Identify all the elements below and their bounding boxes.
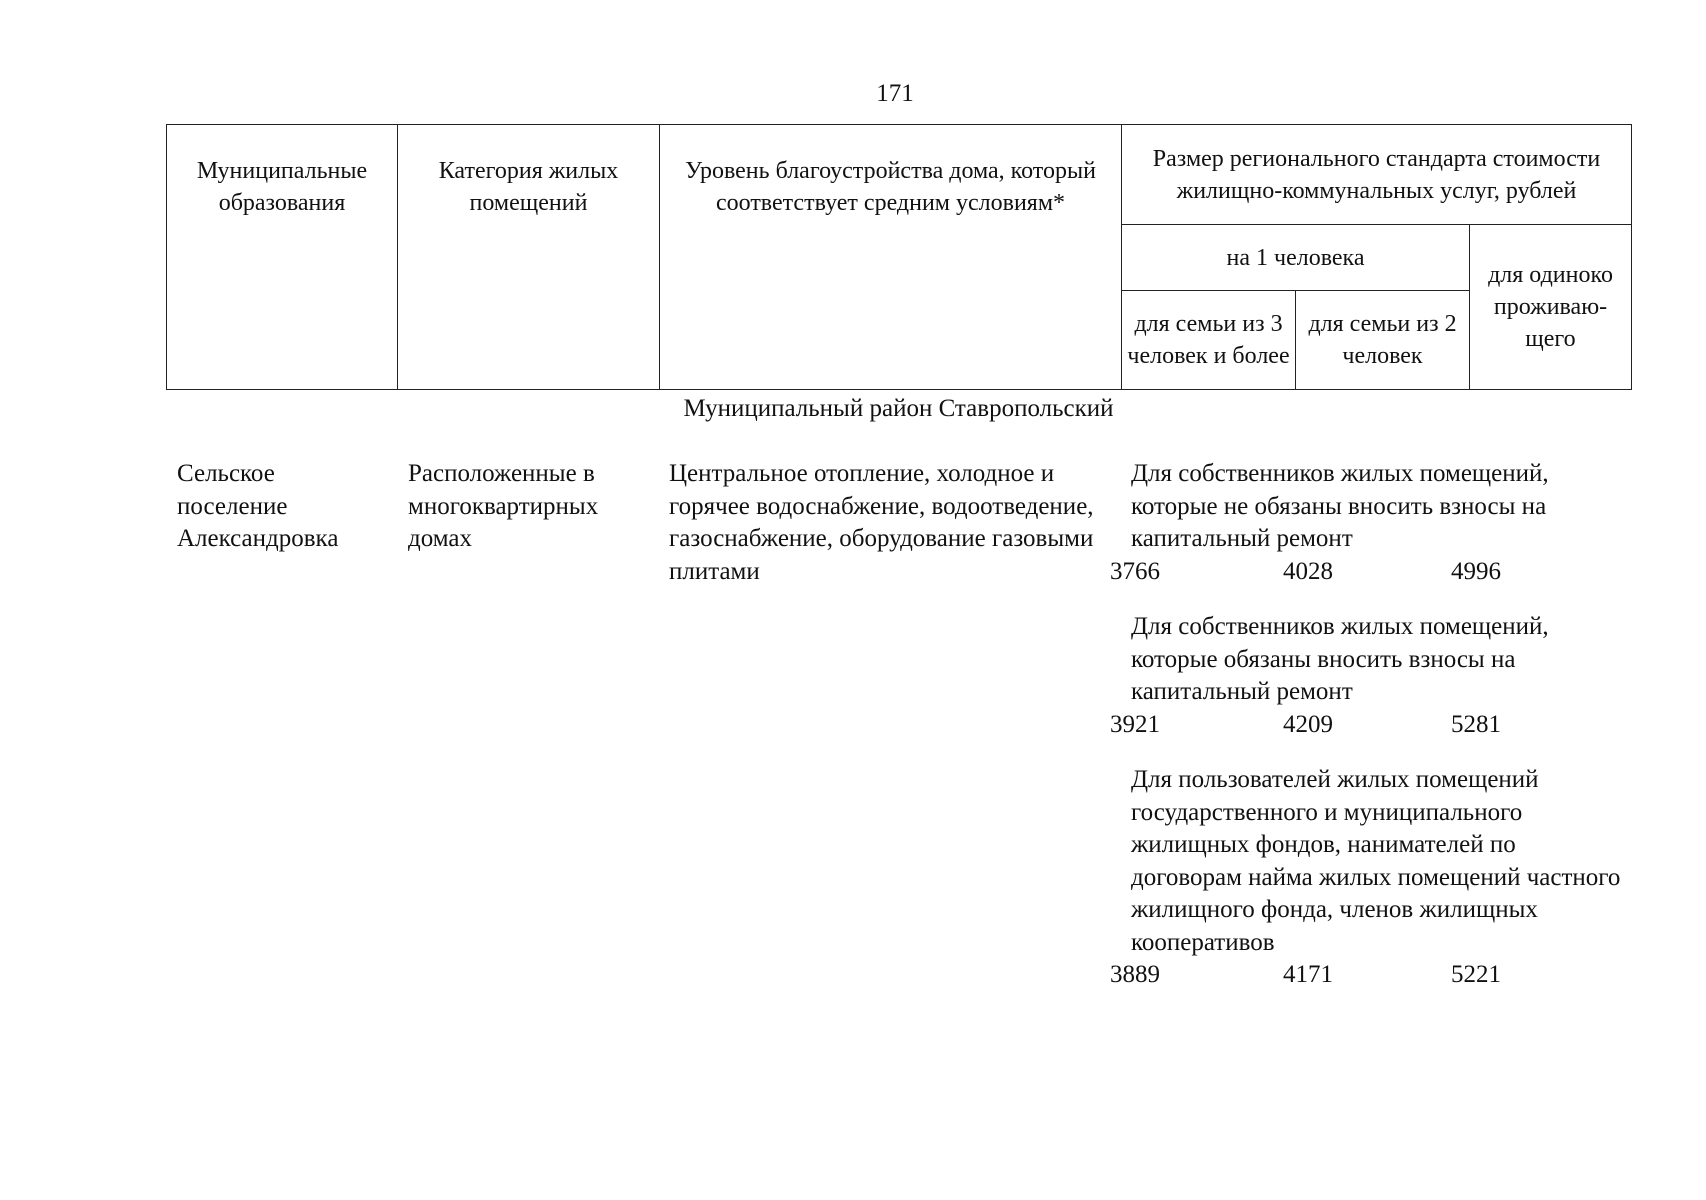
header-single: для одиноко проживаю-щего [1470, 225, 1632, 390]
header-family-3-plus: для семьи из 3 человек и более [1122, 291, 1296, 390]
page-number: 171 [876, 80, 914, 107]
value-single: 5281 [1451, 710, 1501, 738]
header-category: Категория жилых помещений [398, 125, 660, 390]
table-header [166, 124, 1632, 390]
header-municipality: Муниципальные образования [167, 125, 398, 390]
value-family-3-plus: 3889 [1110, 961, 1160, 988]
header-family-2: для семьи из 2 человек [1296, 291, 1470, 390]
value-group [1110, 611, 1631, 741]
row-category: Расположенные в многоквартирных домах [408, 460, 599, 552]
value-group-label: Для собственников жилых помещений, которые обязаны вносить взносы на капитальный ремонт [1131, 613, 1549, 705]
section-title: Муниципальный район Ставропольский [683, 395, 1114, 422]
value-row [1110, 959, 1631, 992]
value-group [1110, 458, 1631, 588]
header-standard-size: Размер регионального стандарта стоимости жилищно-коммунальных услуг, рублей [1122, 125, 1632, 225]
header-amenity-level: Уровень благоустройства дома, который соответствует средним условиям* [660, 125, 1122, 390]
header-per-person: на 1 человека [1122, 225, 1470, 291]
value-group [1110, 764, 1631, 992]
value-single: 5221 [1451, 961, 1501, 988]
value-row [1110, 556, 1631, 589]
value-family-2: 4209 [1283, 710, 1333, 738]
value-row [1110, 709, 1631, 742]
value-family-2: 4171 [1283, 961, 1333, 988]
row-municipality: Сельское поселение Александровка [177, 460, 339, 552]
row-amenity-level: Центральное отопление, холодное и горячее водоснабжение, водоотведение, газоснабжение, оборудование газовыми плитами [669, 460, 1094, 585]
value-family-2: 4028 [1283, 557, 1333, 585]
value-single: 4996 [1451, 557, 1501, 585]
value-family-3-plus: 3921 [1110, 710, 1160, 738]
value-family-3-plus: 3766 [1110, 557, 1160, 585]
value-group-label: Для собственников жилых помещений, которые не обязаны вносить взносы на капитальный ремонт [1131, 460, 1549, 552]
value-group-label: Для пользователей жилых помещений государственного и муниципального жилищных фондов, нанимателей по договорам найма жилых помещений частного жилищного фонда, членов жилищных кооперативов [1131, 766, 1621, 956]
row-values [1110, 458, 1631, 1015]
